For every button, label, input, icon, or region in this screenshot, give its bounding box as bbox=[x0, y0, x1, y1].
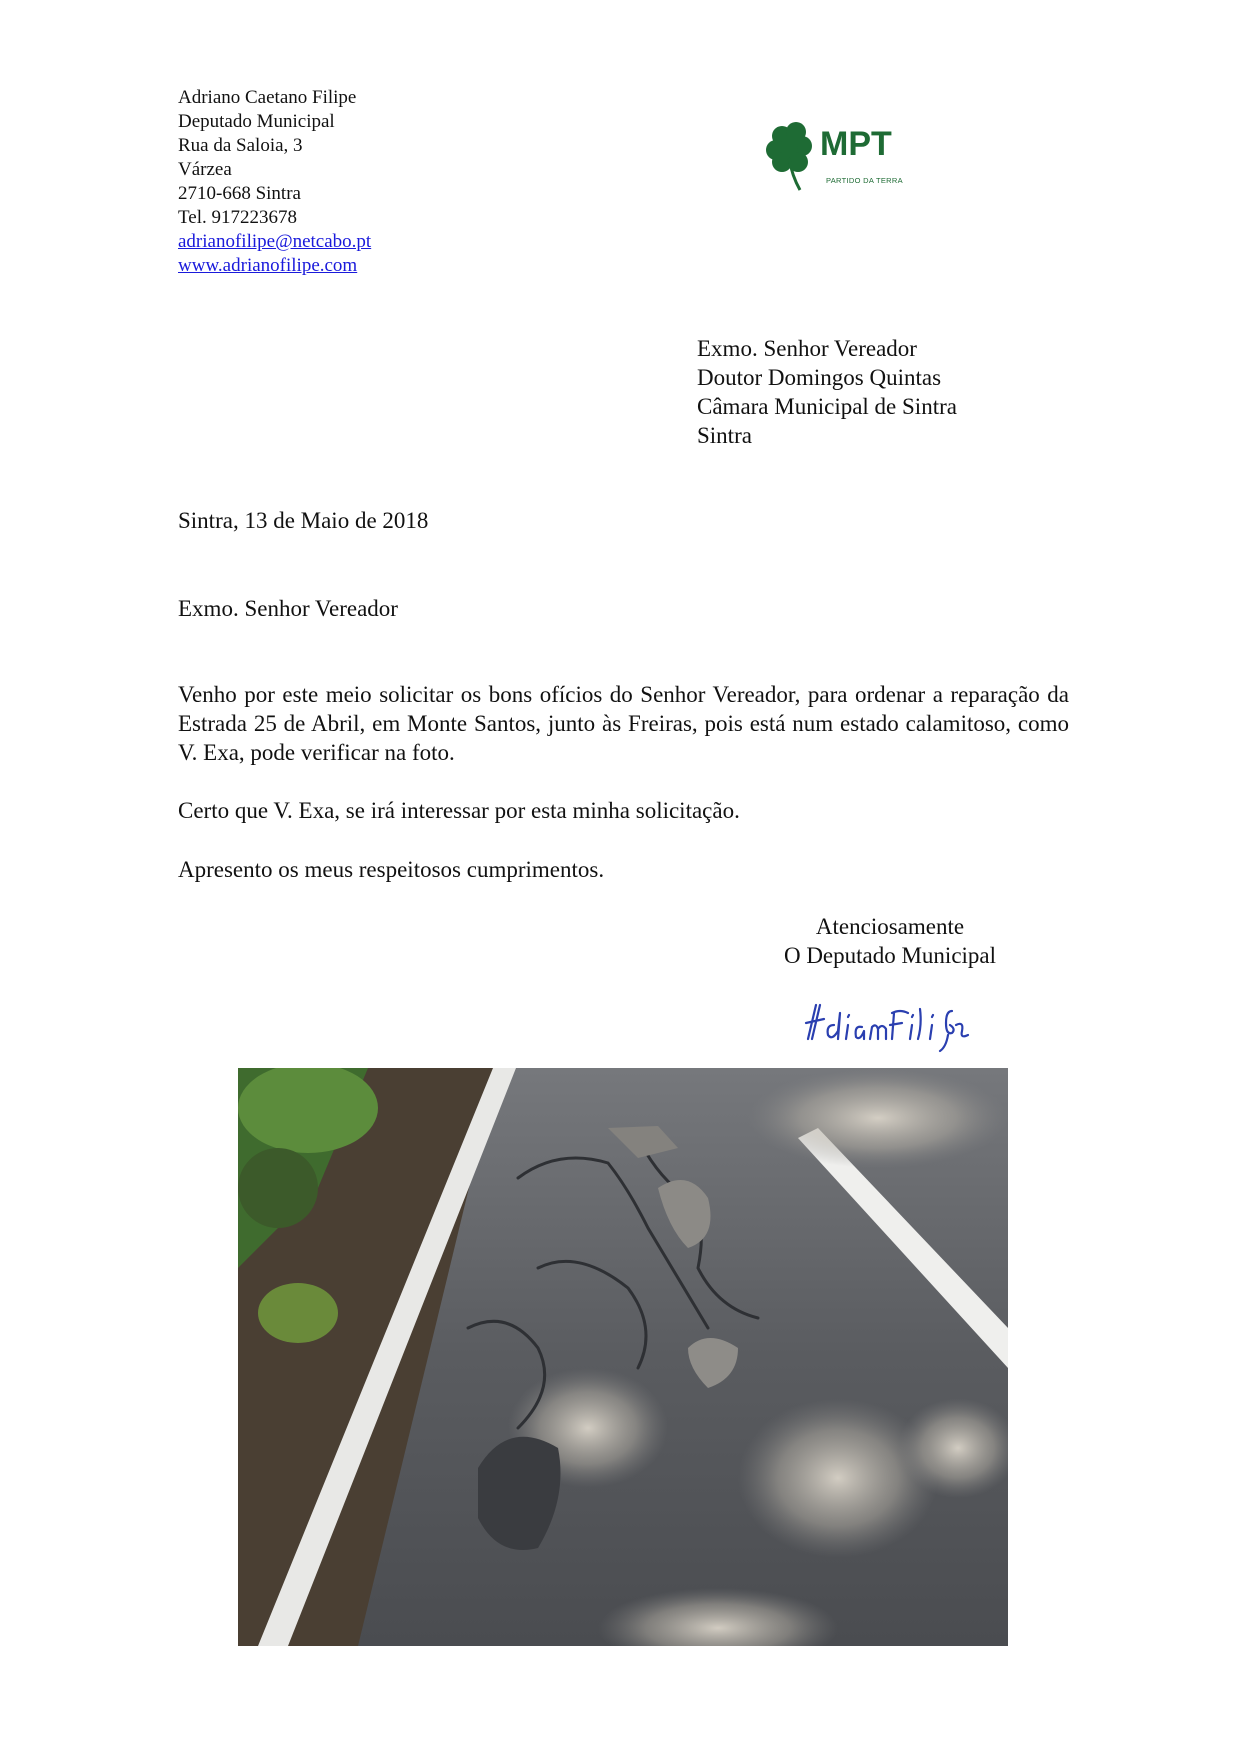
sender-address-block bbox=[178, 86, 371, 278]
sender-name: Adriano Caetano Filipe bbox=[178, 87, 357, 108]
body-paragraph-3: Apresento os meus respeitosos cumprimentos. bbox=[178, 857, 605, 882]
sender-role: Deputado Municipal bbox=[178, 111, 335, 132]
sender-website-link[interactable]: www.adrianofilipe.com bbox=[178, 255, 358, 276]
logo-subtitle: PARTIDO DA TERRA bbox=[826, 176, 903, 185]
body-paragraph-2: Certo que V. Exa, se irá interessar por esta minha solicitação. bbox=[178, 798, 740, 823]
body-paragraph-1: Venho por este meio solicitar os bons ofícios do Senhor Vereador, para ordenar a reparação da Estrada 25 de Abril, em Monte Santos, junto às Freiras, pois está num estado calamitoso, como V. Exa, pode verificar na foto. bbox=[178, 682, 1069, 765]
sender-locality: Várzea bbox=[178, 159, 232, 180]
salutation: Exmo. Senhor Vereador bbox=[178, 596, 398, 621]
logo-text: MPT bbox=[820, 125, 892, 163]
mpt-logo bbox=[762, 118, 912, 198]
handwritten-signature bbox=[800, 995, 1000, 1055]
recipient-line-2: Doutor Domingos Quintas bbox=[697, 365, 942, 390]
recipient-line-4: Sintra bbox=[697, 423, 752, 448]
sender-phone: Tel. 917223678 bbox=[178, 207, 297, 228]
recipient-line-1: Exmo. Senhor Vereador bbox=[697, 336, 917, 361]
recipient-line-3: Câmara Municipal de Sintra bbox=[697, 394, 957, 419]
sender-email-link[interactable]: adrianofilipe@netcabo.pt bbox=[178, 231, 372, 252]
letter-date: Sintra, 13 de Maio de 2018 bbox=[178, 508, 429, 533]
recipient-address-block bbox=[697, 334, 957, 450]
closing-block bbox=[740, 912, 1040, 970]
damaged-road-photo bbox=[238, 1068, 1008, 1646]
closing-line-2: O Deputado Municipal bbox=[783, 943, 997, 968]
four-leaf-clover-icon bbox=[762, 118, 824, 198]
closing-line-1: Atenciosamente bbox=[815, 914, 965, 939]
sender-street: Rua da Saloia, 3 bbox=[178, 135, 303, 156]
sender-postal: 2710-668 Sintra bbox=[178, 183, 301, 204]
